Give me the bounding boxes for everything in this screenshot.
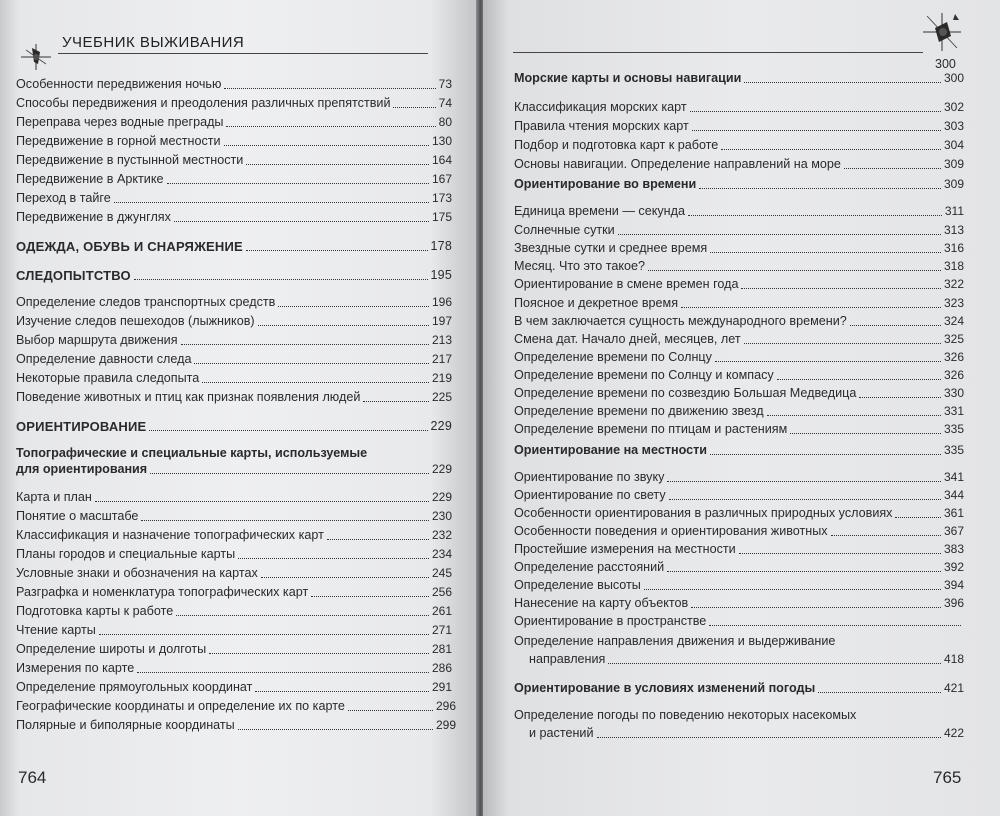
toc-subsection: Ориентирование во времени 309	[514, 177, 964, 191]
toc-entry: Переправа через водные преграды 80	[16, 115, 452, 129]
page-number: 764	[18, 768, 47, 787]
toc-subsection: Ориентирование на местности 335	[514, 443, 964, 457]
toc-entry: Измерения по карте 286	[16, 661, 452, 675]
toc-entry: и растений 422	[529, 726, 964, 740]
toc-entry: Выбор маршрута движения 213	[16, 333, 452, 347]
toc-entry: Единица времени — секунда 311	[514, 204, 964, 218]
toc-entry: Нанесение на карту объектов 396	[514, 596, 964, 610]
toc-entry: Карта и план 229	[16, 490, 452, 504]
toc-entry: Определение расстояний 392	[514, 560, 964, 574]
header-rule	[58, 53, 428, 54]
toc-entry: Основы навигации. Определение направлений на море 309	[514, 157, 964, 171]
toc-entry: Способы передвижения и преодоления различных препятствий 74	[16, 96, 452, 110]
toc-entry: Смена дат. Начало дней, месяцев, лет 325	[514, 332, 964, 346]
toc-entry: Передвижение в джунглях 175	[16, 210, 452, 224]
toc-entry: Классификация морских карт 302	[514, 100, 964, 114]
toc-entry: Определение давности следа 217	[16, 352, 452, 366]
toc-entry: Солнечные сутки 313	[514, 223, 964, 237]
toc-entry: Определение времени по птицам и растениям 335	[514, 422, 964, 436]
toc-entry: Некоторые правила следопыта 219	[16, 371, 452, 385]
toc-entry: Планы городов и специальные карты 234	[16, 547, 452, 561]
toc-entry: направления 418	[529, 652, 964, 666]
toc-subsection: Ориентирование в условиях изменений погоды 421	[514, 681, 964, 695]
toc-entry: Звездные сутки и среднее время 316	[514, 241, 964, 255]
toc-entry: Поведение животных и птиц как признак появления людей 225	[16, 390, 452, 404]
toc-entry: Ориентирование по свету 344	[514, 488, 964, 502]
toc-entry: Ориентирование по звуку 341	[514, 470, 964, 484]
toc-entry: Особенности ориентирования в различных природных условиях 361	[514, 506, 964, 520]
toc-entry: Правила чтения морских карт 303	[514, 119, 964, 133]
toc-entry: Особенности передвижения ночью 73	[16, 77, 452, 91]
continued-page: 300	[935, 57, 956, 71]
toc-subsection-line1: Топографические и специальные карты, используемые	[16, 446, 368, 460]
compass-icon	[919, 10, 965, 54]
toc-entry: Определение прямоугольных координат 291	[16, 680, 452, 694]
toc-entry: Передвижение в Арктике 167	[16, 172, 452, 186]
toc-entry-line1: Определение погоды по поведению некоторых насекомых	[514, 708, 857, 722]
toc-entry: Определение времени по Солнцу 326	[514, 350, 964, 364]
toc-entry-line1: Определение направления движения и выдерживание	[514, 634, 836, 648]
header-rule	[513, 52, 923, 53]
toc-entry: Определение высоты 394	[514, 578, 964, 592]
toc-entry: Подготовка карты к работе 261	[16, 604, 452, 618]
toc-subsection: для ориентирования 229	[16, 462, 452, 476]
toc-subsection: Морские карты и основы навигации 300	[514, 71, 964, 85]
toc-entry: Географические координаты и определение их по карте 296	[16, 699, 456, 713]
toc-entry: Определение времени по созвездию Большая Медведица 330	[514, 386, 964, 400]
toc-section: ОРИЕНТИРОВАНИЕ 229	[16, 419, 452, 434]
toc-section: СЛЕДОПЫТСТВО 195	[16, 268, 452, 283]
toc-entry: Классификация и назначение топографических карт 232	[16, 528, 452, 542]
compass-icon	[18, 42, 54, 72]
toc-entry: Определение следов транспортных средств 196	[16, 295, 452, 309]
toc-entry: Полярные и биполярные координаты 299	[16, 718, 456, 732]
toc-entry: Простейшие измерения на местности 383	[514, 542, 964, 556]
page-number: 765	[933, 768, 962, 787]
toc-entry: Передвижение в пустынной местности 164	[16, 153, 452, 167]
toc-entry: В чем заключается сущность международного времени? 324	[514, 314, 964, 328]
running-header: УЧЕБНИК ВЫЖИВАНИЯ	[62, 34, 245, 51]
toc-entry: Чтение карты 271	[16, 623, 452, 637]
toc-entry: Разграфка и номенклатура топографических карт 256	[16, 585, 452, 599]
toc-entry: Изучение следов пешеходов (лыжников) 197	[16, 314, 452, 328]
toc-entry: Передвижение в горной местности 130	[16, 134, 452, 148]
toc-entry: Определение времени по Солнцу и компасу 326	[514, 368, 964, 382]
toc-entry: Определение широты и долготы 281	[16, 642, 452, 656]
toc-section: ОДЕЖДА, ОБУВЬ И СНАРЯЖЕНИЕ 178	[16, 239, 452, 254]
toc-entry: Определение времени по движению звезд 331	[514, 404, 964, 418]
toc-entry: Подбор и подготовка карт к работе 304	[514, 138, 964, 152]
toc-entry: Переход в тайге 173	[16, 191, 452, 205]
right-page	[483, 0, 1000, 816]
toc-entry: Особенности поведения и ориентирования животных 367	[514, 524, 964, 538]
toc-entry: Условные знаки и обозначения на картах 245	[16, 566, 452, 580]
toc-entry: Месяц. Что это такое? 318	[514, 259, 964, 273]
toc-entry: Ориентирование в пространстве	[514, 614, 964, 629]
toc-entry: Ориентирование в смене времен года 322	[514, 277, 964, 291]
left-page	[0, 0, 478, 816]
toc-entry: Понятие о масштабе 230	[16, 509, 452, 523]
toc-entry: Поясное и декретное время 323	[514, 296, 964, 310]
